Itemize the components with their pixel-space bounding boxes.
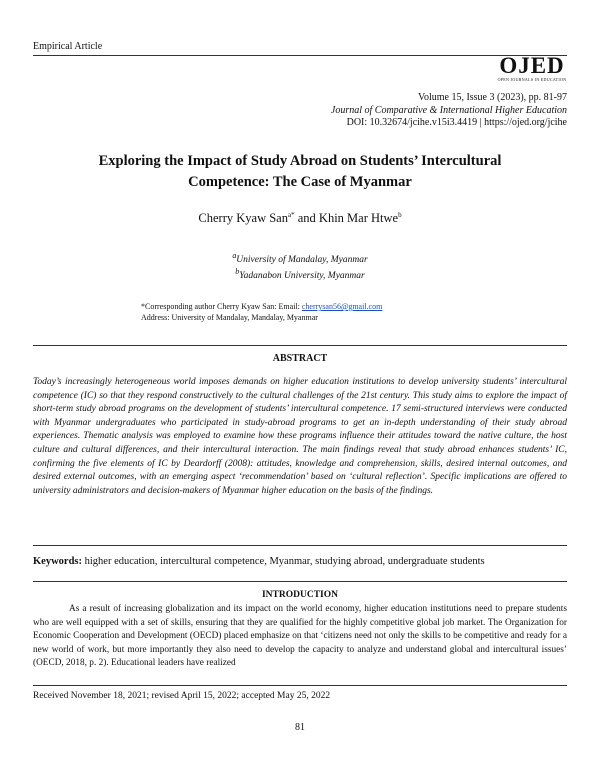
keywords-label: Keywords: — [33, 556, 82, 567]
affiliation-b-text: Yadanabon University, Myanmar — [239, 271, 365, 282]
keywords-line — [33, 556, 567, 567]
affiliation-a-sup: a — [232, 251, 237, 260]
article-type-label: Empirical Article — [33, 41, 103, 52]
affiliation-b-sup: b — [235, 267, 240, 277]
affiliation-a — [0, 250, 600, 266]
author-2-name: Khin Mar Htwe — [318, 211, 399, 226]
affiliations — [0, 250, 600, 282]
header-divider — [33, 55, 567, 56]
footer-divider — [33, 685, 567, 686]
abstract-heading: ABSTRACT — [272, 353, 328, 364]
article-metadata — [331, 92, 567, 130]
introduction-heading: INTRODUCTION — [261, 590, 338, 600]
volume-issue: Volume 15, Issue 3 (2023), pp. 81-97 — [418, 92, 567, 103]
author-2-sup: b — [398, 211, 402, 219]
paper-title: Exploring the Impact of Study Abroad on Students’ Intercultural Competence: The Case of Myanmar — [98, 153, 502, 190]
author-line — [0, 211, 600, 226]
author-joiner: and — [294, 211, 319, 226]
abstract-top-divider — [33, 345, 567, 346]
corresponding-author — [141, 302, 382, 323]
author-1-sup: a* — [288, 211, 295, 219]
doi-line[interactable]: DOI: 10.32674/jcihe.v15i3.4419 | https://ojed.org/jcihe — [346, 117, 567, 128]
journal-logo — [497, 55, 567, 82]
affiliation-b — [0, 266, 600, 282]
corresponding-line — [141, 302, 382, 313]
logo-subtext: OPEN JOURNALS IN EDUCATION — [497, 77, 567, 82]
corresponding-email-link[interactable]: cherrysan56@gmail.com — [301, 302, 383, 311]
page-number: 81 — [295, 722, 305, 733]
introduction-text: As a result of increasing globalization and its impact on the world economy, higher education institutions need to prepare students who are well equipped with a set of skills, ensuring that they are qualified for the highly competitive global job market. The Organization for Economic Cooperation and Development (OECD) placed emphasize on that ‘citizens need not only the skills to be competitive and ready for a new world of work, but more importantly they also need to develop the capacity to analyze and understand global and intercultural issues’ (OECD, 2018, p. 2). Educational leaders have realized — [33, 604, 567, 668]
author-1-name: Cherry Kyaw San — [198, 211, 288, 226]
corresponding-prefix: *Corresponding author Cherry Kyaw San: Email: — [141, 302, 302, 311]
abstract-text: Today’s increasingly heterogeneous world imposes demands on higher education institutions to develop university students’ intercultural competence (IC) so that they respond constructively to the cultural challenges of the 21st century. This study aims to explore the impact of short-term study abroad programs on the development of students’ intercultural competence. 17 semi-structured interviews were conducted with Myanmar undergraduates who participated in study-abroad programs to get an in-depth understanding of their study abroad experiences. Thematic analysis was employed to examine how these programs influence their attitudes toward the native culture, the host culture and cultural differences, and their intercultural interaction. The main findings reveal that study abroad enhances students’ IC, confirming the five elements of IC by Deardorff (2008): attitudes, knowledge and comprehension, skills, desired internal outcomes, and desired external outcomes, with an emerging aspect ‘recommendation’ based on ‘cultural reflection’. Specific implications are offered to university administrators and decision-makers of Myanmar higher education on the basis of the findings. — [33, 377, 567, 496]
keywords-text: higher education, intercultural competence, Myanmar, studying abroad, undergraduate students — [82, 556, 485, 567]
affiliation-a-text: University of Mandalay, Myanmar — [236, 255, 368, 266]
keywords-divider — [33, 581, 567, 582]
journal-name: Journal of Comparative & International Higher Education — [330, 104, 567, 116]
abstract-bottom-divider — [33, 545, 567, 546]
logo-mark: OJED — [499, 53, 565, 78]
received-dates: Received November 18, 2021; revised April 15, 2022; accepted May 25, 2022 — [33, 691, 331, 701]
corresponding-address: Address: University of Mandalay, Mandalay, Myanmar — [141, 312, 318, 322]
